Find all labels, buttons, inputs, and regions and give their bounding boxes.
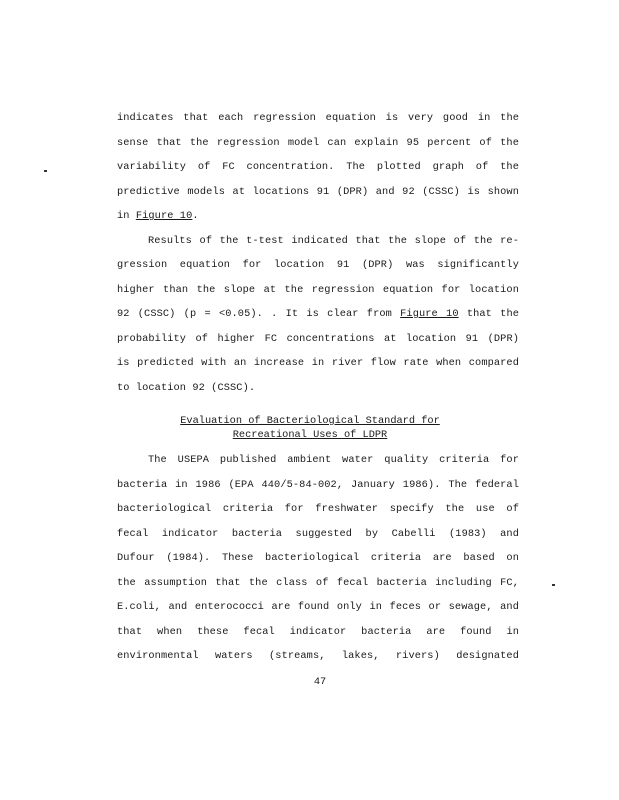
body-text-line: that when these fecal indicator bacteria are found in [117,626,519,638]
body-text-line [117,308,519,320]
body-text-line: predictive models at locations 91 (DPR) and 92 (CSSC) is shown [117,186,519,198]
section-heading [150,415,470,427]
body-text-line: is predicted with an increase in river flow rate when compared [117,357,519,369]
text-fragment: 92 (CSSC) (p = <0.05). . It is clear from [117,308,401,320]
text-fragment: that the [458,308,520,320]
body-text-line: E.coli, and enterococci are found only in feces or sewage, and [117,601,519,613]
body-text-line: Results of the t-test indicated that the slope of the re- [148,235,519,247]
body-text-line: sense that the regression model can explain 95 percent of the [117,137,519,149]
body-text-line: the assumption that the class of fecal bacteria including FC, [117,577,519,589]
body-text-line: indicates that each regression equation is very good in the [117,112,519,124]
body-text-line: bacteria in 1986 (EPA 440/5-84-002, January 1986). The federal [117,479,519,491]
figure-reference: Figure 10 [400,308,459,320]
page-number: 47 [313,676,327,688]
body-text-line: The USEPA published ambient water quality criteria for [148,454,519,466]
body-text-line: bacteriological criteria for freshwater specify the use of [117,503,519,515]
body-text-line: to location 92 (CSSC). [117,382,256,394]
scan-speck [552,584,555,586]
body-text-line: Dufour (1984). These bacteriological criteria are based on [117,552,519,564]
body-text-line: gression equation for location 91 (DPR) was significantly [117,259,519,271]
body-text-line: variability of FC concentration. The plotted graph of the [117,161,519,173]
figure-reference: Figure 10 [135,210,193,222]
section-heading-line: Recreational Uses of LDPR [232,429,388,441]
body-text-line: environmental waters (streams, lakes, rivers) designated [117,650,519,662]
text-fragment: . [192,210,199,222]
body-text-line [117,210,519,222]
section-heading [150,429,470,441]
body-text-line: higher than the slope at the regression equation for location [117,284,519,296]
body-text-line: fecal indicator bacteria suggested by Cabelli (1983) and [117,528,519,540]
body-text-line: probability of higher FC concentrations at location 91 (DPR) [117,333,519,345]
text-fragment: in [117,210,136,222]
scan-speck [44,170,47,172]
section-heading-line: Evaluation of Bacteriological Standard for [180,415,440,427]
